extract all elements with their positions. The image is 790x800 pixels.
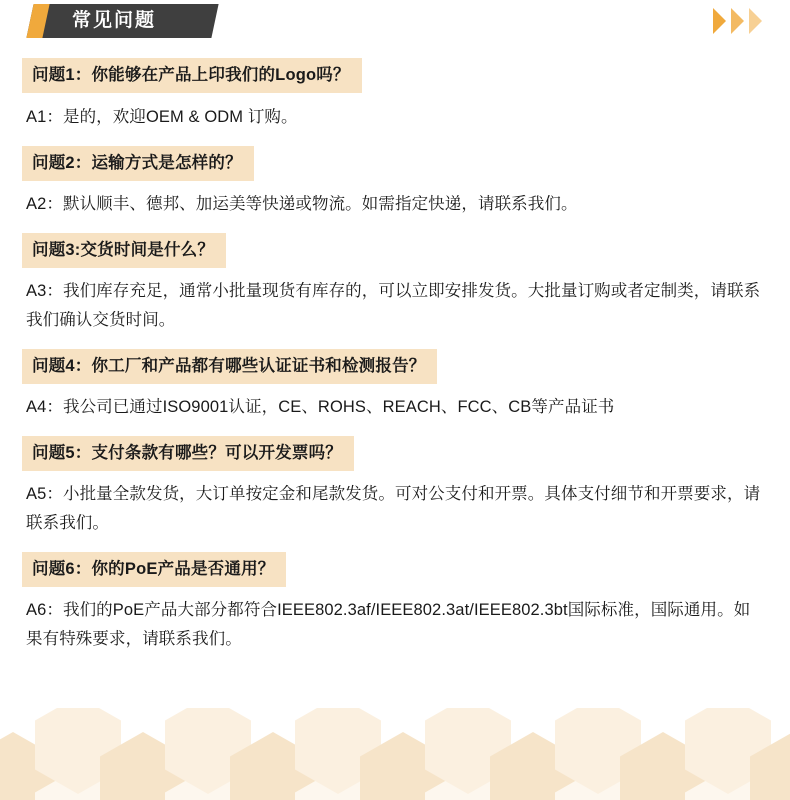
faq-question: 问题5：支付条款有哪些？可以开发票吗？	[22, 436, 354, 471]
faq-item	[22, 552, 768, 660]
faq-answer: A1：是的，欢迎OEM & ODM 订购。	[26, 108, 298, 126]
faq-answer: A6：我们的PoE产品大部分都符合IEEE802.3af/IEEE802.3at/IEEE802.3bt国际标准，国际通用。如果有特殊要求，请联系我们。	[26, 601, 751, 648]
faq-question: 问题4：你工厂和产品都有哪些认证证书和检测报告？	[22, 349, 437, 384]
faq-answer: A2：默认顺丰、德邦、加运美等快递或物流。如需指定快递，请联系我们。	[26, 195, 578, 213]
hexagon-footer-pattern	[0, 708, 790, 800]
chevron-right-icon	[713, 8, 726, 34]
page-title: 常见问题	[72, 10, 157, 31]
chevron-right-icon	[731, 8, 744, 34]
faq-item	[22, 436, 768, 544]
faq-item	[22, 146, 768, 225]
faq-question: 问题2：运输方式是怎样的？	[22, 146, 254, 181]
faq-answer: A4：我公司已通过ISO9001认证，CE、ROHS、REACH、FCC、CB等产品证书	[26, 398, 615, 416]
faq-question: 问题3:交货时间是什么？	[22, 233, 226, 268]
faq-answer: A5：小批量全款发货，大订单按定金和尾款发货。可对公支付和开票。具体支付细节和开票要求，请联系我们。	[26, 485, 761, 532]
chevron-group	[713, 8, 762, 34]
page-header	[0, 0, 790, 44]
faq-item	[22, 58, 768, 138]
faq-item	[22, 233, 768, 341]
chevron-right-icon	[749, 8, 762, 34]
faq-answer: A3：我们库存充足，通常小批量现货有库存的，可以立即安排发货。大批量订购或者定制类，请联系我们确认交货时间。	[26, 282, 761, 329]
faq-list	[0, 44, 790, 660]
faq-question: 问题6：你的PoE产品是否通用？	[22, 552, 286, 587]
faq-item	[22, 349, 768, 428]
faq-question: 问题1：你能够在产品上印我们的Logo吗？	[22, 58, 362, 93]
